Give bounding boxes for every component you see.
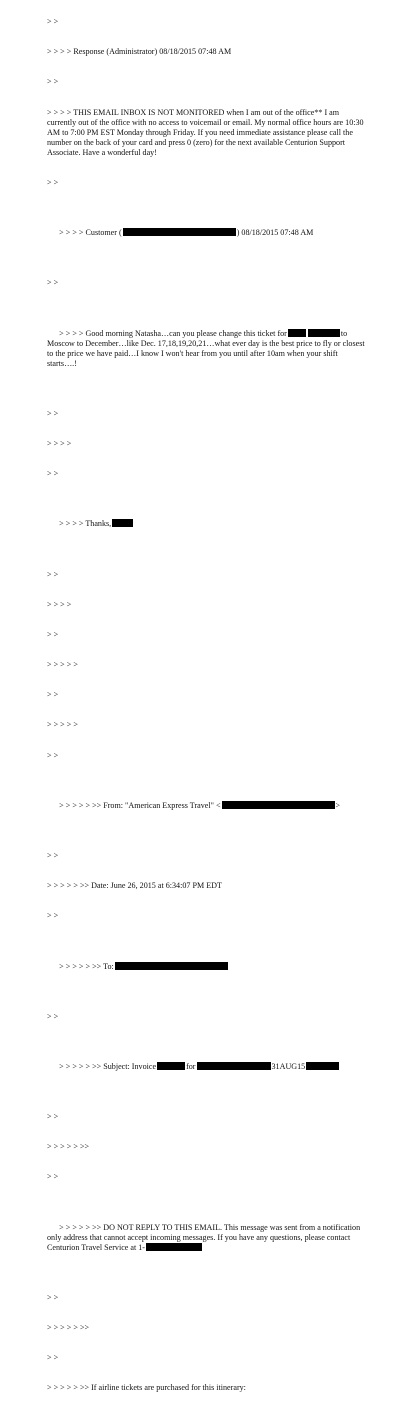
quote-line: > >	[47, 408, 59, 418]
quote-line: > > > >	[47, 439, 72, 449]
thanks-line	[47, 509, 367, 539]
from-close-angle: >	[335, 800, 341, 810]
thanks-text: > > > > Thanks,	[59, 519, 112, 529]
quote-line: > >	[47, 469, 59, 479]
redacted-subject-name	[197, 1062, 271, 1070]
response-header-line: > > > > Response (Administrator) 08/18/2015 07:48 AM	[47, 47, 232, 57]
quote-line: > >	[47, 690, 59, 700]
forwarded-date-line: > > > > > >> Date: June 26, 2015 at 6:34:07 PM EDT	[47, 881, 222, 891]
email-thread-text	[47, 0, 367, 1414]
quote-line: > >	[47, 177, 59, 187]
quote-line: > >	[47, 1011, 59, 1021]
auto-reply-paragraph: > > > > THIS EMAIL INBOX IS NOT MONITORED when I am out of the office** I am currently out of the office with no access to voicemail or email. My normal office hours are 10:30 AM to 7:00 PM EST Monday through Friday. If you need immediate assistance please call the number on the back of your card and press 0 (zero) for the next available Centurion Support Associate. Have a wonderful day!	[47, 107, 366, 157]
subject-for-word: for	[186, 1061, 196, 1071]
redacted-invoice-number	[157, 1062, 185, 1070]
quote-line: > > > >	[47, 599, 72, 609]
customer-header-line	[47, 218, 367, 248]
quote-line: > >	[47, 1353, 59, 1363]
request-details: to Moscow to December…like Dec. 17,18,19,20,21…what ever day is the best price to fly or closest to the price we have paid…I know I won't hear from you until after 10am when your shift starts….!	[47, 328, 367, 368]
quote-line: > >	[47, 911, 59, 921]
request-intro: > > > > Good morning Natasha…can you please change this ticket for	[59, 328, 287, 338]
quote-line: > > > > >	[47, 720, 78, 730]
forwarded-subject-label: > > > > > >> Subject: Invoice	[59, 1061, 157, 1071]
redacted-signature-name	[112, 519, 133, 527]
quote-line: > > > > >	[47, 660, 78, 670]
forwarded-from-line	[47, 791, 367, 821]
notification-paragraph	[47, 1213, 367, 1263]
quote-line: > >	[47, 629, 59, 639]
subject-date-code: 31AUG15	[271, 1061, 306, 1071]
forwarded-to-line	[47, 951, 367, 981]
redacted-customer-name	[123, 228, 236, 236]
quote-line: > >	[47, 17, 59, 27]
quote-line: > > > > > >>	[47, 1142, 90, 1152]
redacted-recipient-email	[115, 962, 228, 970]
customer-request-paragraph	[47, 319, 367, 379]
redacted-from-email	[222, 801, 335, 809]
quote-line: > >	[47, 1112, 59, 1122]
quote-line: > >	[47, 750, 59, 760]
notification-text: > > > > > >> DO NOT REPLY TO THIS EMAIL. This message was sent from a notification only address that cannot accept incoming messages. If you have any questions, please contact Centurion Travel Service at 1-	[47, 1222, 363, 1252]
quote-line: > >	[47, 278, 59, 288]
quote-line: > >	[47, 1172, 59, 1182]
airline-ticket-line: > > > > > >> If airline tickets are purchased for this itinerary:	[47, 1383, 246, 1393]
forwarded-subject-line	[47, 1052, 367, 1082]
redacted-phone-number	[146, 1243, 202, 1251]
redacted-passenger-last-name	[308, 329, 340, 337]
forwarded-to-label: > > > > > >> To:	[59, 961, 114, 971]
redacted-subject-suffix	[306, 1062, 339, 1070]
quote-line: > >	[47, 569, 59, 579]
customer-label: > > > > Customer (	[59, 228, 122, 238]
quote-line: > >	[47, 77, 59, 87]
quote-line: > >	[47, 1293, 59, 1303]
forwarded-from-label: > > > > > >> From: "American Express Travel" <	[59, 800, 221, 810]
redacted-passenger-first-name	[288, 329, 306, 337]
quote-line: > >	[47, 850, 59, 860]
quote-line: > > > > > >>	[47, 1323, 90, 1333]
customer-timestamp: ) 08/18/2015 07:48 AM	[236, 228, 314, 238]
